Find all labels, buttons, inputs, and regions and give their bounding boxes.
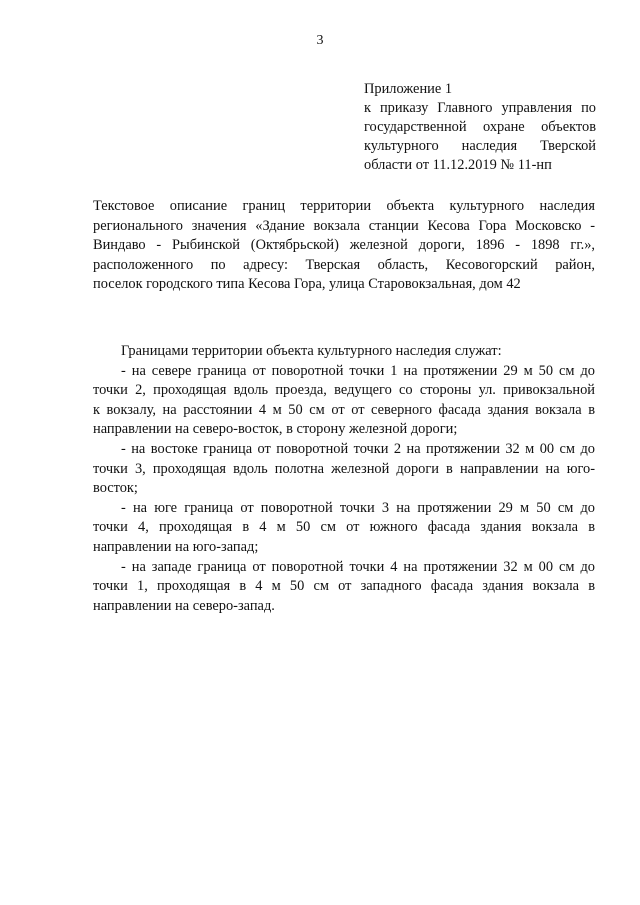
annex-title: Приложение 1 [364, 81, 453, 97]
description-line: поселок городского типа Кесова Гора, улица Старовокзальная, дом 42 [93, 276, 521, 293]
boundary-line: - на севере граница от поворотной точки 1 на протяжении 29 м 50 см до [121, 362, 595, 379]
boundaries-section [93, 342, 595, 616]
boundaries-intro: Границами территории объекта культурного наследия служат: [121, 343, 502, 359]
description-line: расположенного по адресу: Тверская область, Кесовогорский район, [93, 256, 595, 273]
annex-order-line: к приказу Главного управления по [364, 100, 596, 116]
object-description [93, 197, 595, 295]
boundary-line: точки 3, проходящая вдоль полотна железной дороги в направлении на юго- [93, 460, 595, 477]
boundary-north [93, 362, 595, 440]
boundary-line: - на востоке граница от поворотной точки 2 на протяжении 32 м 00 см до [121, 440, 595, 457]
annex-order-line: государственной охране объектов [364, 119, 596, 135]
description-line: регионального значения «Здание вокзала станции Кесова Гора Московско - [93, 217, 595, 234]
boundary-line: направлении на юго-запад; [93, 538, 259, 555]
boundary-line: точки 1, проходящая в 4 м 50 см от западного фасада здания вокзала в [93, 578, 595, 595]
boundary-line: точки 2, проходящая вдоль проезда, ведущего со стороны ул. привокзальной [93, 382, 595, 399]
boundary-line: - на западе граница от поворотной точки 4 на протяжении 32 м 00 см до [121, 558, 595, 575]
description-line: Текстовое описание границ территории объекта культурного наследия [93, 198, 595, 214]
boundary-west [93, 558, 595, 617]
description-line: Виндаво - Рыбинской (Октябрьской) железной дороги, 1896 - 1898 гг.», [93, 237, 595, 254]
boundary-line: к вокзалу, на расстоянии 4 м 50 см от от северного фасада здания вокзала в [93, 401, 595, 418]
page-number: 3 [316, 33, 324, 48]
boundary-line: направлении на северо-запад. [93, 597, 275, 614]
annex-header [364, 80, 596, 175]
annex-order-date: области от 11.12.2019 № 11-нп [364, 157, 552, 173]
boundary-line: восток; [93, 480, 138, 497]
boundary-east [93, 440, 595, 499]
boundary-south [93, 499, 595, 558]
boundary-line: точки 4, проходящая в 4 м 50 см от южного фасада здания вокзала в [93, 519, 595, 536]
annex-order-line: культурного наследия Тверской [364, 138, 596, 154]
boundary-line: направлении на северо-восток, в сторону железной дороги; [93, 421, 458, 438]
boundary-line: - на юге граница от поворотной точки 3 на протяжении 29 м 50 см до [121, 499, 595, 516]
